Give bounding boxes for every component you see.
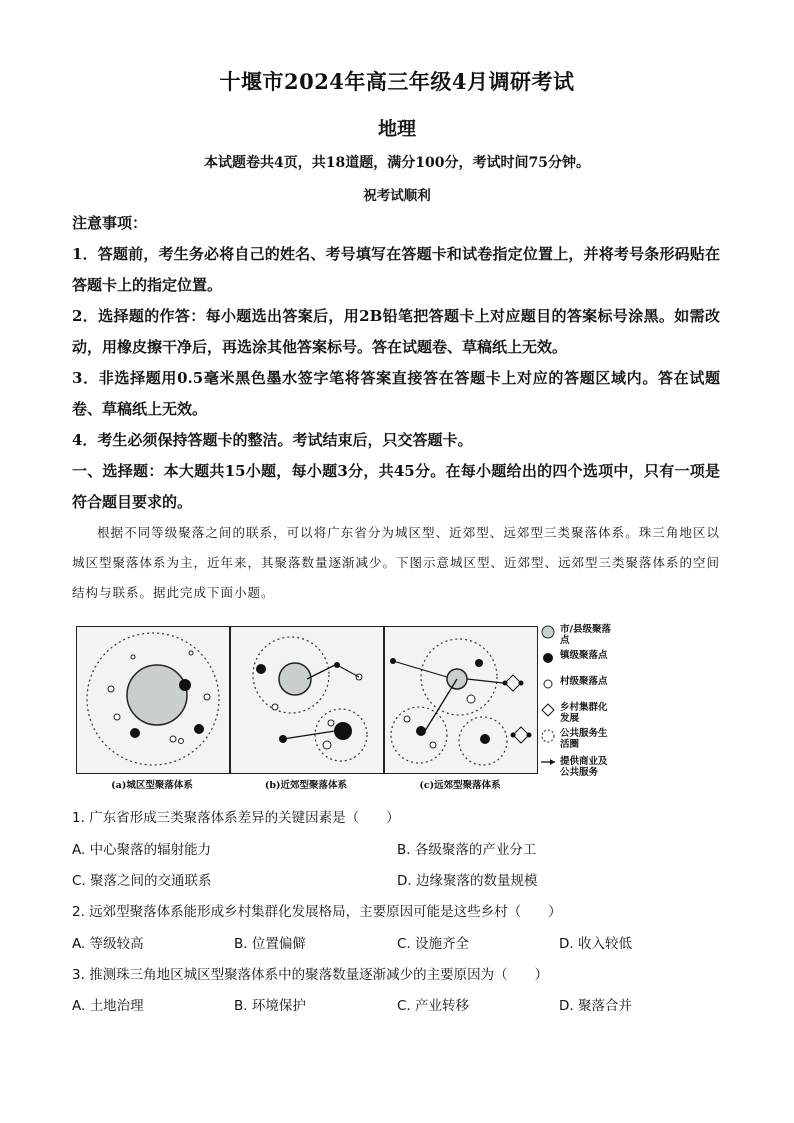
panel-urban [76,626,230,774]
legend-town-icon [543,653,553,663]
caption-near-suburban: (b)近郊型聚落体系 [264,780,348,791]
legend-city-label: 市/县级聚落点 [560,624,611,646]
caption-urban: (a)城区型聚落体系 [111,780,193,791]
question-1-option-a: A. 中心聚落的辐射能力 [72,842,212,858]
panel-urban-diagram [77,627,229,773]
question-3-option-d: D. 聚落合并 [559,998,632,1014]
legend-provision-label: 提供商业及公共服务 [560,756,608,778]
question-2-option-a: A. 等级较高 [72,936,144,952]
legend-service-label: 公共服务生活圈 [560,728,608,750]
note-item-1: 1．答题前，考生务必将自己的姓名、考号填写在答题卡和试卷指定位置上，并将考号条形码贴在答题卡上的指定位置。 [72,245,720,294]
panel-near-suburban [230,626,384,774]
question-1-option-d: D. 边缘聚落的数量规模 [397,873,538,889]
exam-info: 本试题卷共4页，共18道题，满分100分，考试时间75分钟。 [204,155,590,171]
caption-far-suburban: (c)远郊型聚落体系 [419,780,501,791]
legend-symbols [540,622,560,792]
section-heading: 一、选择题：本大题共15小题，每小题3分，共45分。在每小题给出的四个选项中，只有一项是符合题目要求的。 [72,462,720,511]
legend-city-icon [542,626,554,638]
question-2-option-b: B. 位置偏僻 [234,936,306,952]
panel-far-suburban-diagram [385,627,537,773]
exam-title: 十堰市2024年高三年级4月调研考试 [219,69,575,94]
question-3-option-b: B. 环境保护 [234,998,306,1014]
note-item-3: 3．非选择题用0.5毫米黑色墨水签字笔将答案直接答在答题卡上对应的答题区域内。答在试题卷、草稿纸上无效。 [72,369,720,418]
legend-cluster-icon [542,704,554,716]
question-1-stem: 1. 广东省形成三类聚落体系差异的关键因素是（ ） [72,810,400,826]
legend-town-label: 镇级聚落点 [560,650,608,661]
question-2-option-d: D. 收入较低 [559,936,632,952]
legend-cluster-label: 乡村集群化发展 [560,702,608,724]
legend-village-label: 村级聚落点 [560,676,608,687]
question-3-option-c: C. 产业转移 [397,998,470,1014]
note-item-2: 2．选择题的作答：每小题选出答案后，用2B铅笔把答题卡上对应题目的答案标号涂黑。如需改动，用橡皮擦干净后，再选涂其他答案标号。答在试题卷、草稿纸上无效。 [72,307,720,356]
question-3-stem: 3. 推测珠三角地区城区型聚落体系中的聚落数量逐渐减少的主要原因为（ ） [72,967,549,983]
question-1-option-c: C. 聚落之间的交通联系 [72,873,212,889]
panel-far-suburban [384,626,538,774]
settlement-figure [76,626,616,794]
question-2-option-c: C. 设施齐全 [397,936,470,952]
legend-village-icon [544,680,552,688]
subject-title: 地理 [377,118,416,140]
exam-wish: 祝考试顺利 [363,188,431,204]
note-item-4: 4．考生必须保持答题卡的整洁。考试结束后，只交答题卡。 [72,431,473,449]
figure-legend [540,622,616,792]
legend-service-circle-icon [542,730,554,742]
question-3-option-a: A. 土地治理 [72,998,144,1014]
passage-text: 根据不同等级聚落之间的联系，可以将广东省分为城区型、近郊型、远郊型三类聚落体系。珠三角地区以城区型聚落体系为主，近年来，其聚落数量逐渐减少。下图示意城区型、近郊型、远郊型三类聚落体系的空间结构与联系。据此完成下面小题。 [72,525,721,600]
question-2-stem: 2. 远郊型聚落体系能形成乡村集群化发展格局，主要原因可能是这些乡村（ ） [72,904,562,920]
panel-near-suburban-diagram [231,627,383,773]
question-1-option-b: B. 各级聚落的产业分工 [397,842,537,858]
notes-heading: 注意事项： [72,214,148,232]
